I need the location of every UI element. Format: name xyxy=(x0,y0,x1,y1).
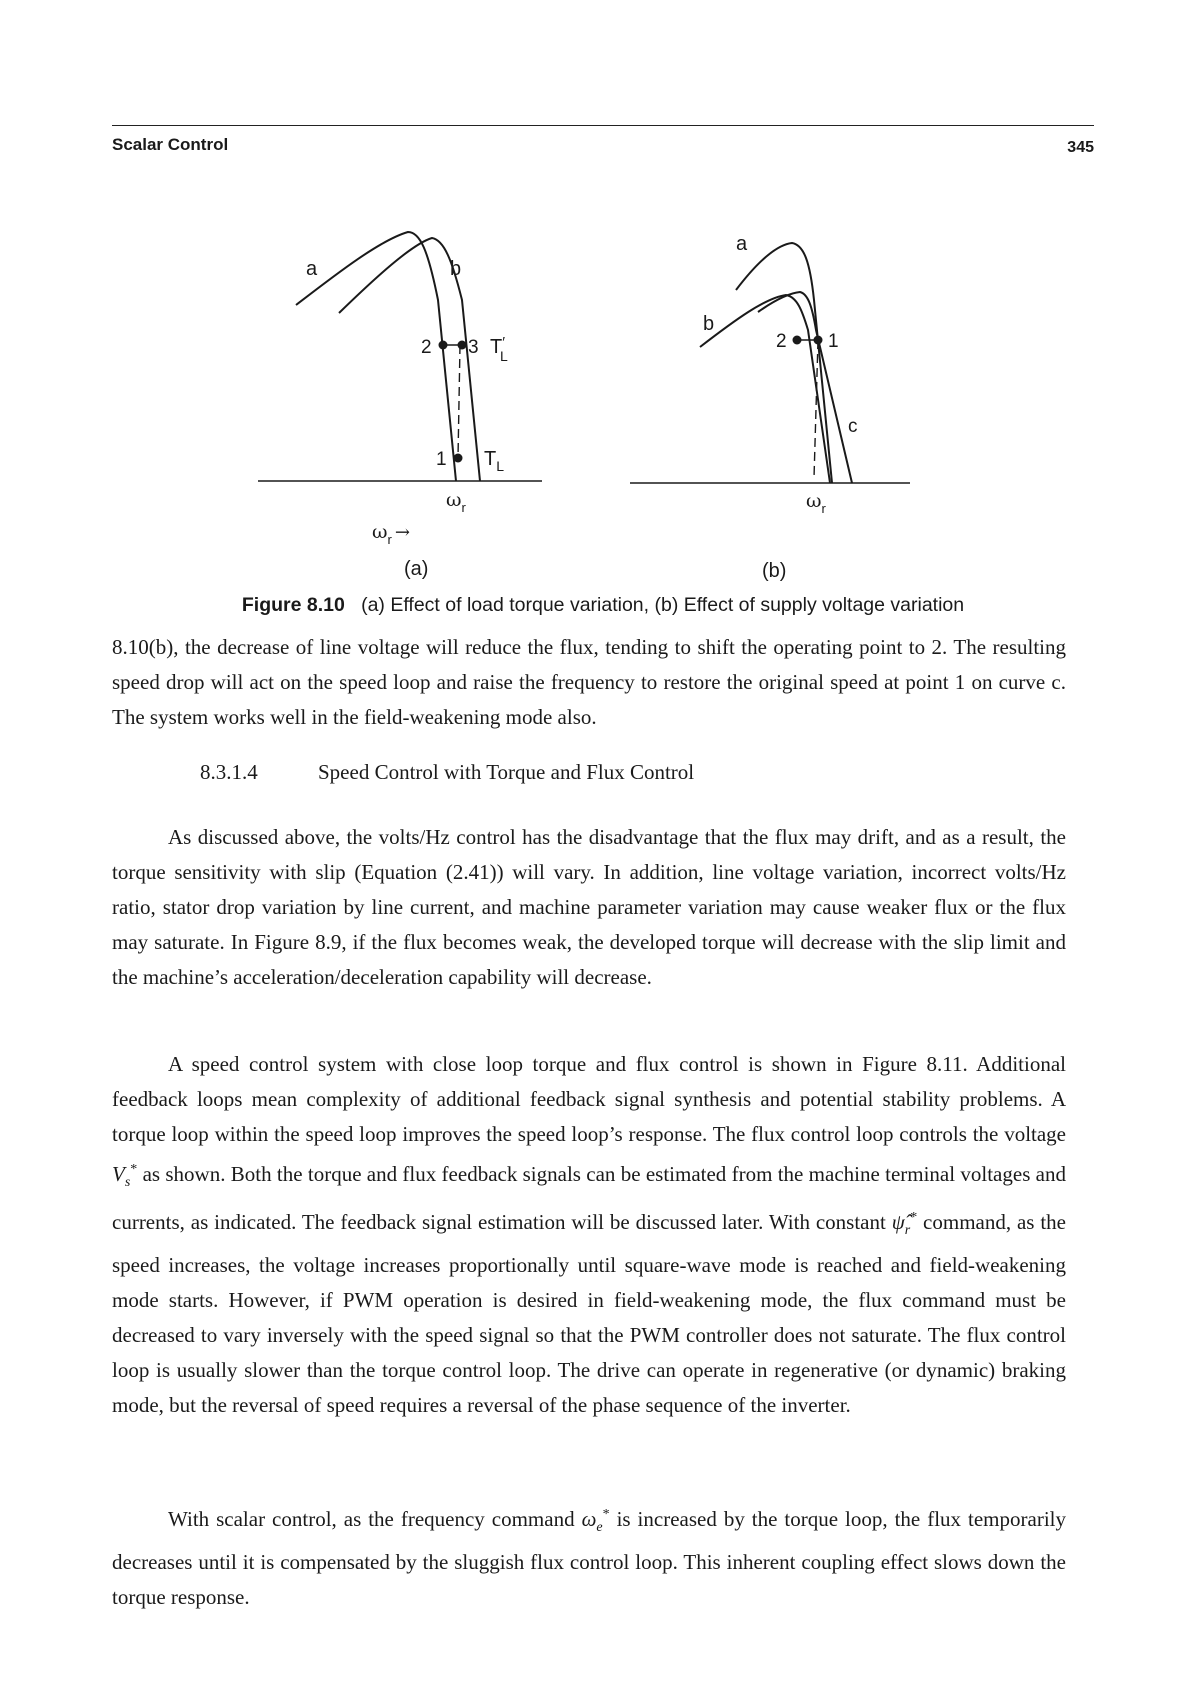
panel-a-tag: (a) xyxy=(404,558,429,580)
panel-b-label-a: a xyxy=(736,233,748,255)
panel-b-point-1 xyxy=(814,336,823,345)
paragraph-scalar-coupling: With scalar control, as the frequency command $\omega_e^*$ is increased by the torque loop, the flux temporarily decreases until it is compensated by the sluggish flux control loop. This inherent coupling effect slows down the torque response. xyxy=(112,1507,1066,1610)
panel-b-label-b: b xyxy=(703,313,715,335)
panel-b-curve-a xyxy=(736,243,832,483)
panel-b-label-c: c xyxy=(848,416,858,437)
panel-a-label-tl: $T_L$ xyxy=(484,448,505,474)
running-header-section: Scalar Control xyxy=(112,135,229,154)
panel-b-dashed-line xyxy=(814,340,818,478)
panel-a-point-2 xyxy=(439,341,448,350)
panel-b xyxy=(630,243,910,483)
section-number: 8.3.1.4 xyxy=(200,760,258,784)
panel-a-label-point-3: 3 xyxy=(468,337,479,358)
paragraph-closed-loop-control: A speed control system with close loop torque and flux control is shown in Figure 8.11. Additional feedback loops mean complexity of additional feedback signal synthesis and potential stability problems. A torque loop within the speed loop improves the speed loop’s response. The flux control loop controls the voltage $V_s^*$ as shown. Both the torque and flux feedback signals can be estimated from the machine terminal voltages and currents, as indicated. The feedback signal estimation will be discussed later. With constant $\psî_r^*$ command, as the speed increases, the voltage increases proportionally until square-wave mode is reached and field-weakening mode starts. However, if PWM operation is desired in field-weakening mode, the flux command must be decreased to vary inversely with the speed signal so that the PWM controller does not saturate. The flux control loop is usually slower than the torque control loop. The drive can operate in regenerative (or dynamic) braking mode, but the reversal of speed requires a reversal of the phase sequence of the inverter. xyxy=(112,1052,1066,1418)
section-title: Speed Control with Torque and Flux Control xyxy=(318,760,695,784)
panel-a-dashed-line xyxy=(458,345,460,458)
figure-caption-text: (a) Effect of load torque variation, (b) Effect of supply voltage variation xyxy=(361,594,965,616)
panel-a-axis-label: $\omega_r$ xyxy=(446,489,466,515)
panel-a-label-b: b xyxy=(450,258,462,280)
panel-b-axis-label: $\omega_r$ xyxy=(806,490,826,516)
page-number: 345 xyxy=(1067,139,1094,156)
figure-caption-label: Figure 8.10 xyxy=(241,594,345,616)
panel-b-label-point-1: 1 xyxy=(828,331,839,352)
panel-b-label-point-2: 2 xyxy=(776,331,787,352)
panel-a-label-a: a xyxy=(306,258,318,280)
panel-a-label-point-1: 1 xyxy=(436,449,447,470)
figure-8-10 xyxy=(0,0,1190,600)
panel-a-label-tl-prime: T′ L xyxy=(490,334,508,364)
figure-caption xyxy=(112,594,1094,617)
panel-b-tag: (b) xyxy=(762,560,787,582)
panel-b-curve-b xyxy=(700,295,830,483)
panel-b-point-2 xyxy=(793,336,802,345)
panel-a-curve-a xyxy=(296,232,456,481)
panel-a-point-3 xyxy=(458,341,467,350)
paragraph-volts-hz-drawbacks: As discussed above, the volts/Hz control has the disadvantage that the flux may drift, and as a result, the torque sensitivity with slip (Equation (2.41)) will vary. In addition, line voltage variation, incorrect volts/Hz ratio, stator drop variation by line current, and machine parameter variation may cause weaker flux or the flux may saturate. In Figure 8.9, if the flux becomes weak, the developed torque will decrease with the slip limit and the machine’s acceleration/deceleration capability will decrease. xyxy=(112,825,1066,989)
paragraph-continuation: 8.10(b), the decrease of line voltage will reduce the flux, tending to shift the operating point to 2. The resulting speed drop will act on the speed loop and raise the frequency to restore the original speed at point 1 on curve c. The system works well in the field-weakening mode also. xyxy=(112,635,1066,729)
panel-a-point-1 xyxy=(454,454,463,463)
panel-a-label-point-2: 2 xyxy=(421,337,432,358)
panel-a-axis-arrow-label: $\omega_r$ → xyxy=(372,521,410,547)
